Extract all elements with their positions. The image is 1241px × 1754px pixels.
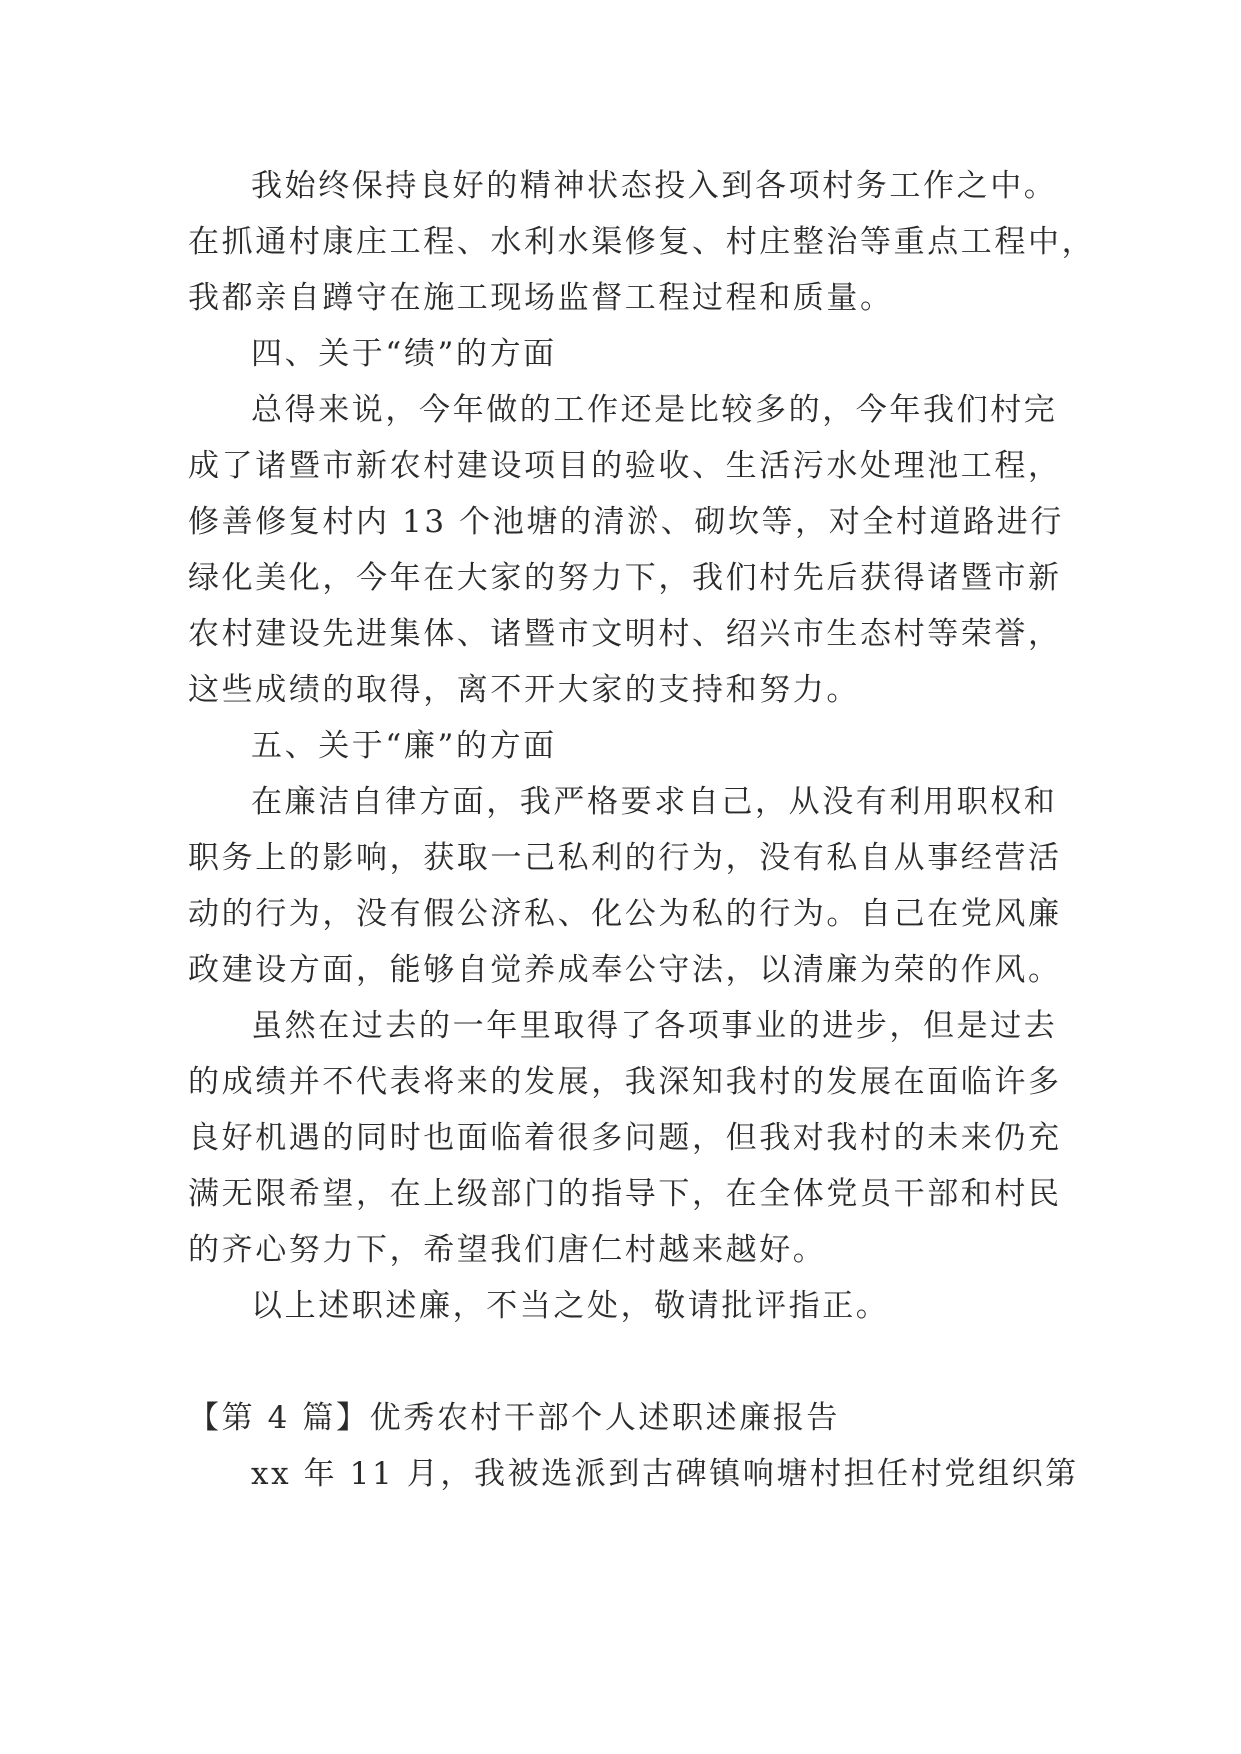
paragraph-line: 在抓通村康庄工程、水利水渠修复、村庄整治等重点工程中， — [188, 224, 1096, 260]
paragraph-line: 在廉洁自律方面，我严格要求自己，从没有利用职权和 — [251, 784, 1058, 820]
paragraph-line: 农村建设先进集体、诸暨市文明村、绍兴市生态村等荣誉， — [188, 616, 1062, 652]
paragraph-line: 职务上的影响，获取一己私利的行为，没有私自从事经营活 — [188, 840, 1062, 876]
section-heading: 五、关于“廉”的方面 — [251, 728, 557, 764]
paragraph-line: 的成绩并不代表将来的发展，我深知我村的发展在面临许多 — [188, 1064, 1062, 1100]
paragraph-line: 修善修复村内 13 个池塘的清淤、砌坎等，对全村道路进行 — [188, 504, 1064, 540]
paragraph-line: 这些成绩的取得，离不开大家的支持和努力。 — [188, 672, 860, 708]
section-heading: 四、关于“绩”的方面 — [251, 336, 557, 372]
paragraph-line: 成了诸暨市新农村建设项目的验收、生活污水处理池工程， — [188, 448, 1062, 484]
paragraph-line: 良好机遇的同时也面临着很多问题，但我对我村的未来仍充 — [188, 1120, 1062, 1156]
paragraph-line: 我都亲自蹲守在施工现场监督工程过程和质量。 — [188, 280, 894, 316]
paragraph-line: 我始终保持良好的精神状态投入到各项村务工作之中。 — [251, 168, 1058, 204]
article-title: 【第 4 篇】优秀农村干部个人述职述廉报告 — [188, 1400, 841, 1436]
paragraph-line: 虽然在过去的一年里取得了各项事业的进步，但是过去 — [251, 1008, 1058, 1044]
paragraph-line: 总得来说，今年做的工作还是比较多的，今年我们村完 — [251, 392, 1058, 428]
paragraph-line: 以上述职述廉，不当之处，敬请批评指正。 — [251, 1288, 890, 1324]
paragraph-line: 满无限希望，在上级部门的指导下，在全体党员干部和村民 — [188, 1176, 1062, 1212]
paragraph-line: xx 年 11 月，我被选派到古碑镇响塘村担任村党组织第 — [251, 1456, 1079, 1492]
paragraph-line: 的齐心努力下，希望我们唐仁村越来越好。 — [188, 1232, 827, 1268]
paragraph-line: 动的行为，没有假公济私、化公为私的行为。自己在党风廉 — [188, 896, 1062, 932]
paragraph-line: 政建设方面，能够自觉养成奉公守法，以清廉为荣的作风。 — [188, 952, 1062, 988]
paragraph-line: 绿化美化，今年在大家的努力下，我们村先后获得诸暨市新 — [188, 560, 1062, 596]
